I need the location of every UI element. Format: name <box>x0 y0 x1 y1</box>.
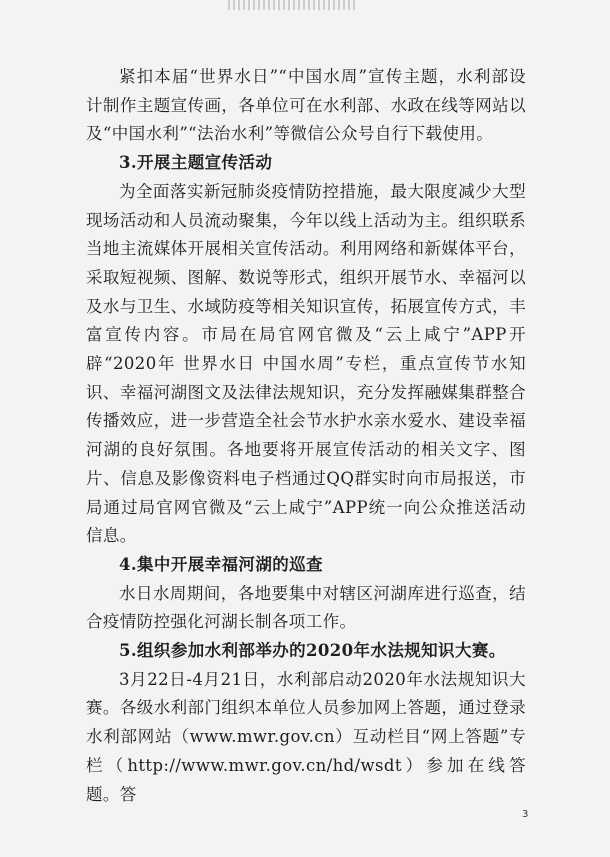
paragraph-poster-download: 紧扣本届“世界水日”“中国水周”宣传主题，水利部设计制作主题宣传画，各单位可在水利部、水政在线等网站以及“中国水利”“法治水利”等微信公众号自行下载使用。 <box>86 67 526 144</box>
page-number: 3 <box>522 809 529 820</box>
document-body <box>86 63 526 809</box>
scan-artifact <box>228 0 358 10</box>
paragraph-river-lake-inspection: 水日水周期间，各地要集中对辖区河湖库进行巡查，结合疫情防控强化河湖长制各项工作。 <box>86 583 526 632</box>
heading-theme-activities: 3.开展主题宣传活动 <box>119 153 273 173</box>
paragraph-law-quiz: 3月22日-4月21日，水利部启动2020年水法规知识大赛。各级水利部门组织本单位人员参加网上答题，通过登录水利部网站（www.mwr.gov.cn）互动栏目“网上答题”专栏（http://www.mwr.gov.cn/hd/wsdt）参加在线答题。答 <box>86 669 526 804</box>
heading-river-lake-inspection: 4.集中开展幸福河湖的巡查 <box>119 554 323 574</box>
paragraph-theme-activities: 为全面落实新冠肺炎疫情防控措施，最大限度减少大型现场活动和人员流动聚集，今年以线上活动为主。组织联系当地主流媒体开展相关宣传活动。利用网络和新媒体平台，采取短视频、图解、数说等形式，组织开展节水、幸福河以及水与卫生、水域防疫等相关知识宣传，拓展宣传方式，丰富宣传内容。市局在局官网官微及“云上咸宁”APP开辟“2020年 世界水日 中国水周”专栏，重点宣传节水知识、幸福河湖图文及法律法规知识，充分发挥融媒集群整合传播效应，进一步营造全社会节水护水亲水爱水、建设幸福河湖的良好氛围。各地要将开展宣传活动的相关文字、图片、信息及影像资料电子档通过QQ群实时向市局报送，市局通过局官网官微及“云上咸宁”APP统一向公众推送活动信息。 <box>86 181 526 546</box>
heading-law-quiz: 5.组织参加水利部举办的2020年水法规知识大赛。 <box>119 641 506 661</box>
